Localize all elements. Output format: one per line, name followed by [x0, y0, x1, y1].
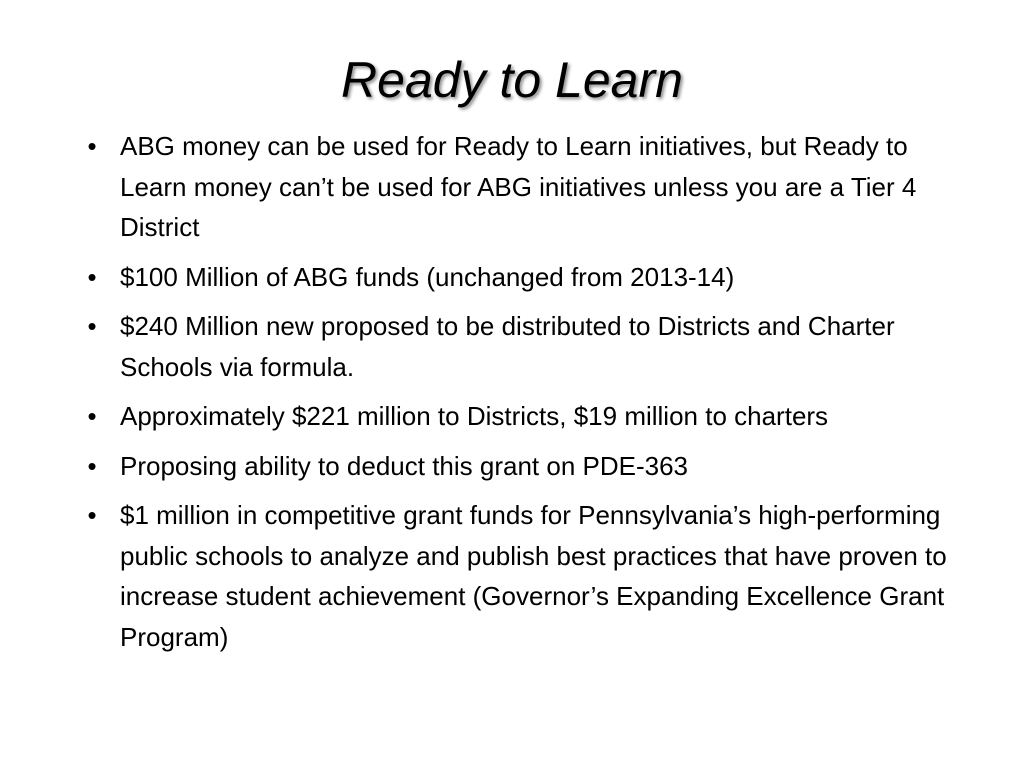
bullet-item — [80, 306, 960, 387]
bullet-item — [80, 396, 960, 437]
bullet-text: $100 Million of ABG funds (unchanged from 2013-14) — [120, 261, 735, 292]
slide-title: Ready to Learn — [341, 52, 683, 108]
bullet-icon: • — [87, 401, 97, 431]
bullet-item — [80, 446, 960, 487]
bullet-icon: • — [87, 450, 97, 481]
bullet-text: Proposing ability to deduct this grant on PDE-363 — [120, 450, 689, 481]
bullet-item — [80, 495, 960, 657]
bullet-text: Approximately $221 million to Districts, $19 million to charters — [120, 401, 829, 431]
bullet-icon: • — [87, 311, 97, 341]
bullet-icon: • — [87, 261, 97, 292]
bullet-icon: • — [87, 131, 97, 161]
bullet-item — [80, 257, 960, 298]
bullet-text: $1 million in competitive grant funds for Pennsylvania’s high-performing public schools to analyze and publish best practices that have proven to increase student achievement (Governor’s Expanding Excellence Grant Program) — [120, 500, 947, 652]
bullet-icon: • — [87, 500, 97, 530]
bullet-list — [80, 126, 960, 666]
bullet-text: ABG money can be used for Ready to Learn initiatives, but Ready to Learn money can’t be used for ABG initiatives unless you are a Tier 4 District — [120, 131, 917, 242]
bullet-text: $240 Million new proposed to be distributed to Districts and Charter Schools via formula. — [120, 311, 895, 382]
bullet-item — [80, 126, 960, 248]
